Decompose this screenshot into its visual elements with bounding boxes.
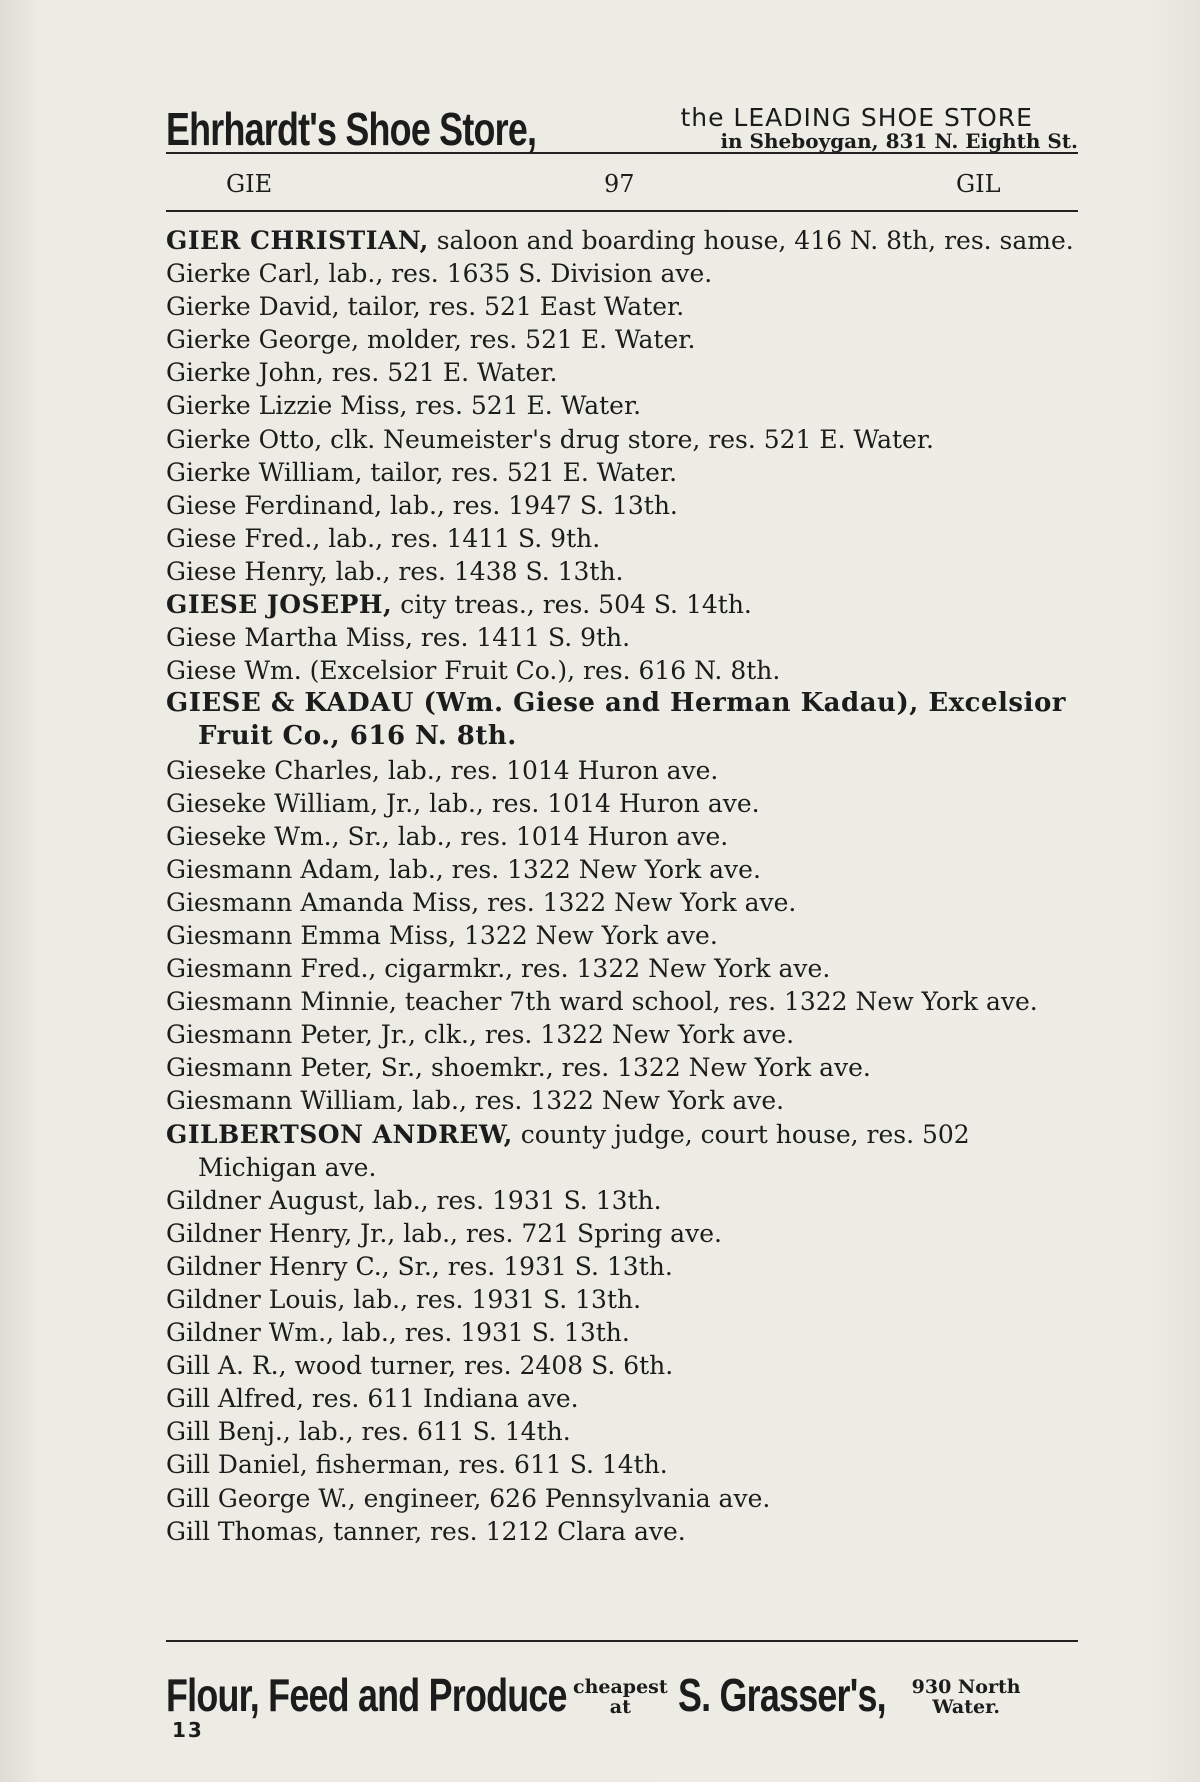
directory-entry [166,323,1080,356]
entry-text: Gieseke Charles, lab., res. 1014 Huron ave. [166,755,719,785]
directory-entry [166,257,1080,290]
running-head-left: GIE [226,170,273,198]
entry-text: Giese Fred., lab., res. 1411 S. 9th. [166,523,601,553]
running-head-right: GIL [956,170,1001,198]
directory-entry [166,1217,1080,1250]
directory-entry [166,1415,1080,1448]
entry-text: Gierke Carl, lab., res. 1635 S. Division ave. [166,259,713,289]
entry-text: Giesmann Minnie, teacher 7th ward school, res. 1322 New York ave. [166,987,1038,1017]
entry-text: Gierke Lizzie Miss, res. 521 E. Water. [166,391,642,421]
header-advertisement [166,78,1078,154]
entry-text: city treas., res. 504 S. 14th. [392,590,752,620]
directory-entry [166,423,1080,456]
directory-entry [166,919,1080,952]
directory-entry [166,588,1080,621]
directory-entry [166,621,1080,654]
directory-entry [166,886,1080,919]
directory-entry [166,356,1080,389]
entry-heading: GIER CHRISTIAN, [166,226,429,255]
entry-text: saloon and boarding house, 416 N. 8th, res. same. [428,226,1074,255]
directory-entry [166,1250,1080,1283]
directory-entry [166,820,1080,853]
entry-text: Gildner August, lab., res. 1931 S. 13th. [166,1185,662,1215]
running-head [166,160,1078,212]
footer-at: at [609,1696,631,1719]
directory-entry [166,1482,1080,1515]
entry-text: county judge, court house, res. 502 Michigan ave. [198,1119,970,1182]
entry-text: Giesmann Emma Miss, 1322 New York ave. [166,920,718,950]
footer-address-line1: 930 North [911,1676,1021,1699]
directory-entry [166,1382,1080,1415]
directory-entry [166,853,1080,886]
directory-entry [166,1118,1080,1184]
footer-advertisement [166,1640,1078,1721]
directory-entry [166,985,1080,1018]
directory-entries [166,224,1080,1548]
entry-text: Gierke Otto, clk. Neumeister's drug store, res. 521 E. Water. [166,424,934,454]
entry-text: Gierke David, tailor, res. 521 East Water. [166,292,685,322]
footer-cheapest: cheapest [573,1676,668,1699]
entry-heading: GIESE & KADAU (Wm. Giese and Herman Kadau), Excelsior Fruit Co., 616 N. 8th. [166,688,1066,752]
footer-address [912,1678,1021,1718]
entry-text: Giesmann Adam, lab., res. 1322 New York ave. [166,854,761,884]
directory-entry [166,754,1080,787]
shoe-store-details [680,102,1078,153]
entry-text: Gildner Wm., lab., res. 1931 S. 13th. [166,1318,630,1348]
entry-text: Gill A. R., wood turner, res. 2408 S. 6th. [166,1351,674,1381]
directory-entry [166,1084,1080,1117]
directory-entry [166,1349,1080,1382]
directory-entry [166,555,1080,588]
directory-entry [166,654,1080,687]
directory-entry [166,456,1080,489]
footer-address-line2: Water. [932,1696,1000,1719]
directory-entry [166,522,1080,555]
directory-entry [166,1184,1080,1217]
footer-cheapest-at [573,1678,668,1718]
directory-entry [166,224,1080,257]
entry-text: Gieseke Wm., Sr., lab., res. 1014 Huron ave. [166,821,729,851]
directory-entry [166,1316,1080,1349]
entry-text: Gildner Henry C., Sr., res. 1931 S. 13th. [166,1251,673,1281]
directory-entry [166,687,1080,753]
entry-text: Gierke George, molder, res. 521 E. Water. [166,325,696,355]
entry-heading: GILBERTSON ANDREW, [166,1119,513,1149]
shoe-store-tagline: the LEADING SHOE STORE [680,102,1033,132]
entry-text: Giese Ferdinand, lab., res. 1947 S. 13th. [166,490,678,520]
entry-text: Giese Wm. (Excelsior Fruit Co.), res. 616 N. 8th. [166,656,781,686]
directory-entry [166,389,1080,422]
entry-text: Gill Benj., lab., res. 611 S. 14th. [166,1417,571,1447]
entry-text: Giesmann Peter, Sr., shoemkr., res. 1322 New York ave. [166,1053,871,1083]
entry-text: Giesmann Fred., cigarmkr., res. 1322 New York ave. [166,954,831,984]
entry-text: Gieseke William, Jr., lab., res. 1014 Huron ave. [166,788,760,818]
entry-text: Gill Alfred, res. 611 Indiana ave. [166,1384,579,1414]
entry-text: Giese Henry, lab., res. 1438 S. 13th. [166,556,624,586]
entry-text: Gildner Henry, Jr., lab., res. 721 Spring ave. [166,1218,722,1248]
shoe-store-address: in Sheboygan, 831 N. Eighth St. [720,129,1078,153]
directory-entry [166,489,1080,522]
entry-text: Gill Daniel, fisherman, res. 611 S. 14th. [166,1450,668,1480]
page-number: 97 [604,170,635,198]
entry-heading: GIESE JOSEPH, [166,590,393,620]
directory-entry [166,1515,1080,1548]
shoe-store-name: Ehrhardt's Shoe Store, [166,103,537,155]
directory-entry [166,1018,1080,1051]
directory-entry [166,290,1080,323]
entry-text: Gierke John, res. 521 E. Water. [166,358,558,388]
entry-text: Giesmann William, lab., res. 1322 New York ave. [166,1086,785,1116]
directory-entry [166,952,1080,985]
entry-text: Giesmann Peter, Jr., clk., res. 1322 New York ave. [166,1020,795,1050]
entry-text: Giese Martha Miss, res. 1411 S. 9th. [166,623,631,653]
directory-entry [166,1283,1080,1316]
entry-text: Gill Thomas, tanner, res. 1212 Clara ave. [166,1516,686,1546]
footer-product: Flour, Feed and Produce [166,1669,567,1721]
entry-text: Gill George W., engineer, 626 Pennsylvania ave. [166,1483,771,1513]
signature-mark: 13 [172,1718,204,1742]
directory-entry [166,787,1080,820]
directory-entry [166,1051,1080,1084]
entry-text: Gierke William, tailor, res. 521 E. Water. [166,457,678,487]
directory-entry [166,1448,1080,1481]
footer-merchant-name: S. Grasser's, [677,1669,886,1721]
entry-text: Giesmann Amanda Miss, res. 1322 New York ave. [166,887,797,917]
entry-text: Gildner Louis, lab., res. 1931 S. 13th. [166,1285,642,1314]
